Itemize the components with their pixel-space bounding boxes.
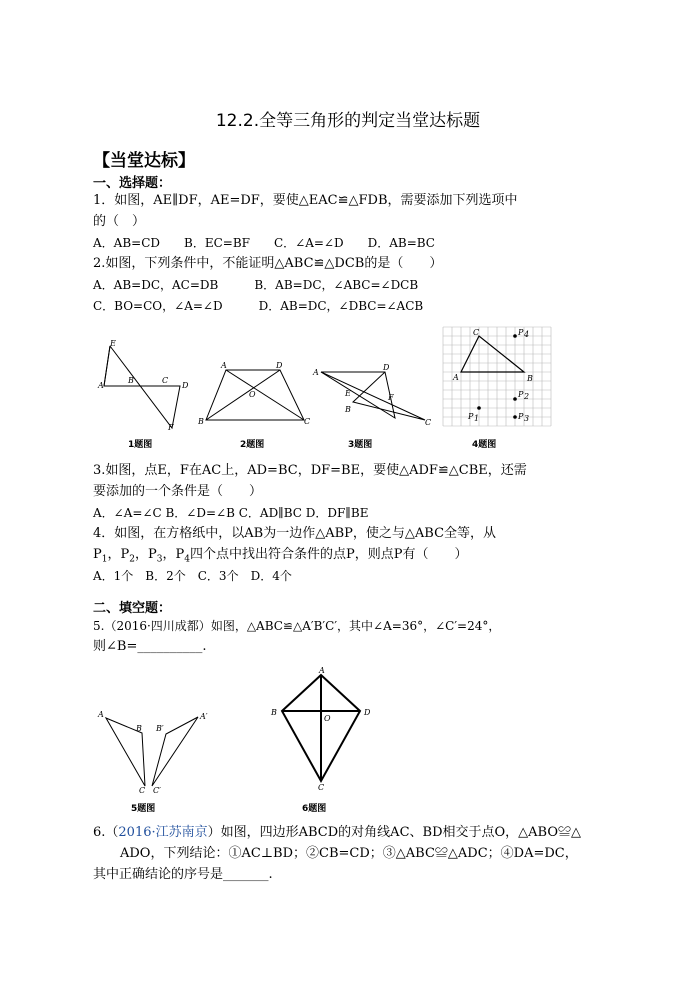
fig4-label: B <box>527 374 533 383</box>
fig1-label: F <box>168 423 174 432</box>
q3-stem-line2: 要添加的一个条件是（ ） <box>93 484 263 499</box>
fig6-label: B <box>271 708 277 717</box>
figure-3 <box>311 362 435 428</box>
q1-options: A．AB=CD B．EC=BF C．∠A=∠D D．AB=BC <box>93 236 435 250</box>
fig3-label: E <box>345 389 351 398</box>
fig6-label: O <box>324 714 331 723</box>
fig3-label: C <box>425 418 432 427</box>
fig1-label: E <box>110 339 116 348</box>
fig5-label: A <box>98 710 104 719</box>
q4-options: A．1个 B．2个 C．3个 D．4个 <box>93 569 292 583</box>
fig5-label: C <box>139 786 146 794</box>
caption-fig3: 3题图 <box>348 440 373 450</box>
q6-stem-line1: 6.（2016·江苏南京）如图，四边形ABCD的对角线AC、BD相交于点O，△ABO≌△ <box>93 825 581 840</box>
fig1-label: D <box>182 381 189 390</box>
part1-heading: 一、选择题： <box>93 176 172 191</box>
fig3-label: B <box>345 405 351 414</box>
figure-2 <box>198 360 310 430</box>
fig2-label: O <box>249 390 256 399</box>
fig1-label: B <box>128 376 134 385</box>
fig5-label: B′ <box>156 724 164 733</box>
fig6-label: C <box>318 783 325 791</box>
q6-source: 2016·江苏南京 <box>118 825 208 840</box>
fig2-label: B <box>198 417 204 426</box>
q1-stem-line1: 1．如图，AE∥DF，AE=DF，要使△EAC≌△FDB，需要添加下列选项中 <box>93 193 518 208</box>
q2-options-ab: A．AB=DC，AC=DB B．AB=DC，∠ABC=∠DCB <box>93 278 419 292</box>
fig4-label: 2 <box>524 392 530 401</box>
section-heading: 【当堂达标】 <box>93 151 195 171</box>
q2-stem: 2.如图，下列条件中，不能证明△ABC≌△DCB的是（ ） <box>93 256 443 271</box>
caption-fig4: 4题图 <box>472 440 497 450</box>
fig4-label: A <box>453 373 459 382</box>
fig4-label: 1 <box>474 414 480 423</box>
caption-fig6: 6题图 <box>302 804 327 814</box>
q5-stem-line2: 则∠B=__________. <box>93 639 207 654</box>
fig5-label: B <box>136 724 142 733</box>
caption-fig5: 5题图 <box>131 804 156 814</box>
q4-stem-line1: 4．如图，在方格纸中，以AB为一边作△ABP，使之与△ABC全等，从 <box>93 526 497 541</box>
q4-stem-line2: $P_1$，$P_2$，$P_3$，$P_4$四个点中找出符合条件的点P，则点P有（ ） <box>93 547 468 565</box>
fig2-label: A <box>221 361 227 370</box>
fig2-label: C <box>304 417 310 426</box>
q5-stem-line1: 5.（2016·四川成都）如图，△ABC≌△A′B′C′，其中∠A=36°，∠C′=24°， <box>93 619 501 633</box>
part2-heading: 二、填空题： <box>93 601 172 616</box>
fig4-label: 4 <box>524 330 530 339</box>
fig1-label: C <box>162 376 169 385</box>
fig4-label: 3 <box>524 414 530 423</box>
figure-5 <box>92 706 216 794</box>
q3-options: A．∠A=∠C B．∠D=∠B C．AD∥BC D．DF∥BE <box>93 506 369 520</box>
caption-fig1: 1题图 <box>128 440 153 450</box>
fig4-label: P <box>518 390 524 399</box>
fig1-label: A <box>98 381 104 390</box>
page-title: 12.2.全等三角形的判定当堂达标题 <box>215 111 481 131</box>
fig4-label: P <box>518 412 524 421</box>
fig4-label: P <box>468 412 474 421</box>
figure-4-grid <box>439 323 555 431</box>
q6-stem-line2: ADO，下列结论：①AC⊥BD；②CB=CD；③△ABC≌△ADC；④DA=DC， <box>120 846 578 861</box>
fig4-label: C <box>473 328 480 337</box>
fig5-label: A′ <box>200 712 208 721</box>
fig4-label: P <box>518 328 524 337</box>
figure-1 <box>96 334 196 432</box>
figure-6 <box>265 663 383 791</box>
q2-options-cd: C．BO=CO，∠A=∠D D．AB=DC，∠DBC=∠ACB <box>93 299 424 313</box>
fig3-label: D <box>383 363 390 372</box>
q6-stem-line3: 其中正确结论的序号是_______. <box>93 867 273 882</box>
fig6-label: A <box>319 666 325 675</box>
fig6-label: D <box>364 708 371 717</box>
q3-stem-line1: 3.如图，点E，F在AC上，AD=BC，DF=BE，要使△ADF≌△CBE，还需 <box>93 463 527 478</box>
fig3-label: A <box>313 368 319 377</box>
q1-stem-line2: 的（ ） <box>93 214 146 229</box>
fig2-label: D <box>276 361 283 370</box>
caption-fig2: 2题图 <box>240 440 265 450</box>
fig3-label: F <box>388 393 394 402</box>
fig5-label: C′ <box>153 786 161 794</box>
